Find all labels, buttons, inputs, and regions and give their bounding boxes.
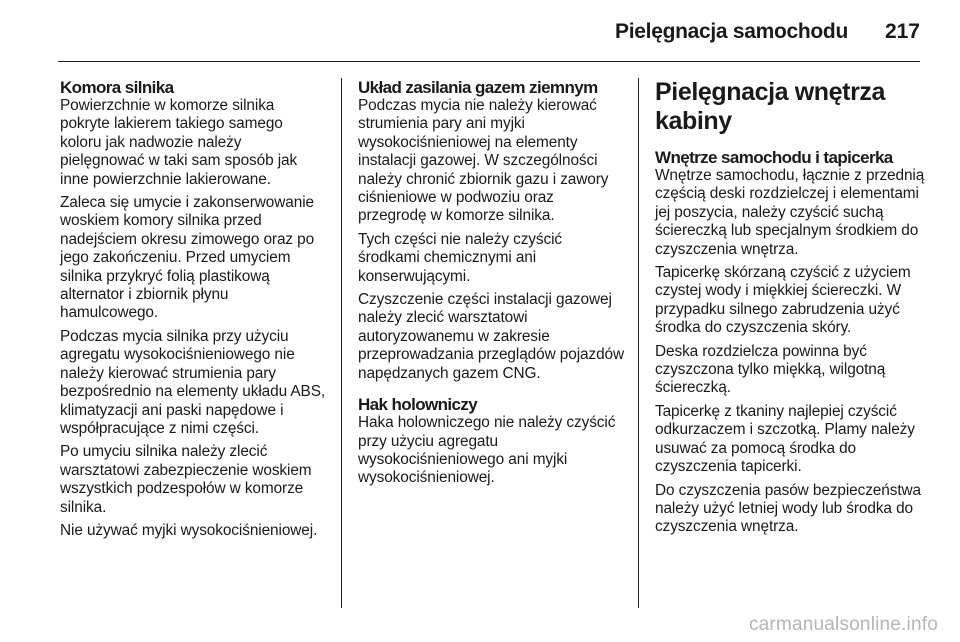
paragraph: Haka holowniczego nie należy czyścić przy użyciu agregatu wysokociśnieniowego ani myjki wysokociśnieniowej. [358, 414, 616, 487]
heading-engine-bay: Komora silnika [60, 78, 174, 97]
header-rule [58, 61, 920, 62]
paragraph: Deska rozdzielcza powinna być czyszczona tylko miękką, wilgotną ściereczką. [655, 342, 886, 397]
page-number: 217 [884, 20, 920, 43]
heading-tow-hook: Hak holowniczy [358, 395, 478, 415]
heading-gas-system: Układ zasilania gazem ziemnym [358, 78, 598, 97]
paragraph: Tych części nie należy czyścić środkami chemicznymi ani konserwującymi. [358, 230, 562, 285]
paragraph: Wnętrze samochodu, łącznie z przednią częścią deski rozdzielczej i elementami jej poszycia, należy czyścić suchą ściereczką lub specjalnym środkiem do czyszczenia wnętrza. [655, 167, 925, 258]
heading-interior-upholstery: Wnętrze samochodu i tapicerka [655, 148, 893, 167]
paragraph: Zaleca się umycie i zakonserwowanie woskiem komory silnika przed nadejściem okresu zimowego oraz po jego zakończeniu. Przed umyciem silnika przykryć folią plastikową alternator i zbiornik płynu hamulcowego. [60, 194, 315, 322]
paragraph: Nie używać myjki wysokociśnieniowej. [60, 521, 318, 539]
column-interior [655, 78, 925, 542]
column-divider-2 [638, 78, 639, 608]
paragraph: Czyszczenie części instalacji gazowej należy zlecić warsztatowi autoryzowanemu w zakresie przeprowadzania przeglądów pojazdów napędzanych gazem CNG. [358, 291, 625, 382]
paragraph: Podczas mycia silnika przy użyciu agregatu wysokociśnieniowego nie należy kierować strumienia pary bezpośrednio na elementy układu ABS, klimatyzacji ani paski napędowe i współpracujące z nimi części. [60, 327, 326, 437]
watermark: carmanualsonline.info [748, 614, 938, 635]
header-title: Pielęgnacja samochodu [615, 20, 848, 43]
paragraph: Tapicerkę skórzaną czyścić z użyciem czystej wody i miękkiej ściereczki. W przypadku silnego zabrudzenia użyć środka do czyszczenia skóry. [655, 264, 911, 337]
column-engine-bay [60, 78, 328, 545]
paragraph: Do czyszczenia pasów bezpieczeństwa należy użyć letniej wody lub środka do czyszczenia wnętrza. [655, 481, 921, 536]
paragraph: Tapicerkę z tkaniny najlepiej czyścić odkurzaczem i szczotką. Plamy należy usuwać za pomocą środka do czyszczenia tapicerki. [655, 402, 915, 476]
section-title-interior: Pielęgnacja wnętrza kabiny [655, 78, 885, 135]
page-header [0, 0, 960, 62]
paragraph: Podczas mycia nie należy kierować strumienia pary ani myjki wysokociśnieniowej na elementy instalacji gazowej. W szczególności należy chronić zbiornik gazu i zawory ciśnieniowe w podwoziu oraz przegrodę w komorze silnika. [358, 97, 609, 225]
paragraph: Powierzchnie w komorze silnika pokryte lakierem takiego samego koloru jak nadwozie należy pielęgnować w taki sam sposób jak inne powierzchnie lakierowane. [60, 97, 298, 188]
column-divider-1 [341, 78, 342, 608]
column-gas-system [358, 78, 626, 493]
paragraph: Po umyciu silnika należy zlecić warsztatowi zabezpieczenie woskiem wszystkich podzespołów w komorze silnika. [60, 443, 312, 516]
